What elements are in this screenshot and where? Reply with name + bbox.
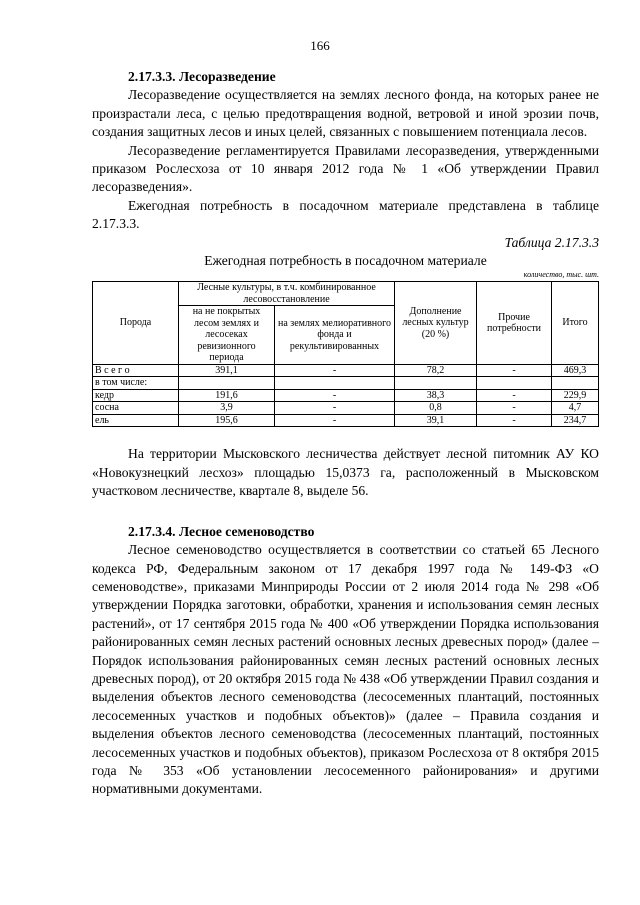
cell-uncovered: 191,6 [179, 389, 275, 402]
cell-additional: 39,1 [395, 414, 477, 427]
table-row [93, 364, 599, 377]
paragraph: Лесное семеноводство осуществляется в соответствии со статьей 65 Лесного кодекса РФ, Федеральным законом от 17 декабря 1997 года № 149-ФЗ «О семеноводстве», приказами Минприроды России от 2 июля 2014 года № 298 «Об утверждении Порядка заготовки, обработки, хранения и использования семян лесных растений», от 17 сентября 2015 года № 400 «Об утверждении Порядка использования районированных семян лесных растений основных лесных древесных пород» (далее – Порядок использования районированных семян лесных растений основных лесных древесных пород), от 20 октября 2015 года № 438 «Об утверждении Правил создания и выделения объектов лесного семеноводства (лесосеменных плантаций, постоянных лесосеменных участков и подобных объектов)» (далее – Правила создания и выделения объектов лесного семеноводства (лесосеменных плантаций, постоянных лесосеменных участков и подобных объектов), приказом Рослесхоза от 8 октября 2015 года № 353 «Об установлении лесосеменного районирования» и другими нормативными документами. [92, 542, 599, 797]
table-row [93, 377, 599, 390]
cell-total: 234,7 [552, 414, 599, 427]
header-additional: Дополнение лесных культур (20 %) [395, 282, 477, 365]
cell-reclamation [275, 377, 395, 390]
cell-additional: 78,2 [395, 364, 477, 377]
section-heading-seed-production: 2.17.3.4. Лесное семеноводство [128, 523, 315, 539]
table-label: Таблица 2.17.3.3 [504, 234, 599, 250]
cell-species: ель [93, 414, 179, 427]
cell-other: - [477, 364, 552, 377]
cell-uncovered [179, 377, 275, 390]
page-number: 166 [310, 38, 330, 53]
cell-reclamation: - [275, 389, 395, 402]
cell-additional [395, 377, 477, 390]
table-row [93, 414, 599, 427]
cell-species: кедр [93, 389, 179, 402]
cell-uncovered: 3,9 [179, 402, 275, 415]
cell-other: - [477, 389, 552, 402]
cell-total: 469,3 [552, 364, 599, 377]
document-body [92, 68, 599, 799]
table-row [93, 389, 599, 402]
paragraph-nursery: На территории Мысковского лесничества действует лесной питомник АУ КО «Новокузнецкий лесхоз» площадью 15,0373 га, расположенный в Мысковском участковом лесничестве, квартале 8, выделе 56. [92, 446, 599, 499]
cell-reclamation: - [275, 414, 395, 427]
table-units: количество, тыс. шт. [523, 270, 599, 280]
paragraph: Лесоразведение осуществляется на землях лесного фонда, на которых ранее не произрастали леса, с целью предотвращения водной, ветровой и иной эрозии почв, создания защитных лесов и иных целей, связанных с повышением потенциала лесов. [92, 87, 599, 140]
paragraph: Ежегодная потребность в посадочном материале представлена в таблице 2.17.3.3. [92, 197, 599, 232]
paragraph: Лесоразведение регламентируется Правилами лесоразведения, утвержденными приказом Рослесхоза от 10 января 2012 года № 1 «Об утверждении Правил лесоразведения». [92, 142, 599, 195]
cell-reclamation: - [275, 364, 395, 377]
cell-uncovered: 391,1 [179, 364, 275, 377]
cell-uncovered: 195,6 [179, 414, 275, 427]
header-uncovered-lands: на не покрытых лесом землях и лесосеках ревизионного периода [179, 306, 275, 365]
section-heading-afforestation: 2.17.3.3. Лесоразведение [128, 69, 276, 84]
header-species: Порода [93, 282, 179, 365]
cell-species: сосна [93, 402, 179, 415]
cell-species: в том числе: [93, 377, 179, 390]
cell-other [477, 377, 552, 390]
cell-additional: 0,8 [395, 402, 477, 415]
cell-total: 229,9 [552, 389, 599, 402]
cell-total: 4,7 [552, 402, 599, 415]
table-row [93, 402, 599, 415]
planting-material-table [92, 281, 599, 427]
header-reclamation-lands: на землях мелиоративного фонда и рекультивированных [275, 306, 395, 365]
cell-species: В с е г о [93, 364, 179, 377]
header-other: Прочие потребности [477, 282, 552, 365]
cell-other: - [477, 402, 552, 415]
cell-other: - [477, 414, 552, 427]
cell-additional: 38,3 [395, 389, 477, 402]
header-forest-cultures: Лесные культуры, в т.ч. комбинированное лесовосстановление [179, 282, 395, 306]
table-title: Ежегодная потребность в посадочном материале [204, 253, 487, 269]
cell-reclamation: - [275, 402, 395, 415]
header-total: Итого [552, 282, 599, 365]
cell-total [552, 377, 599, 390]
